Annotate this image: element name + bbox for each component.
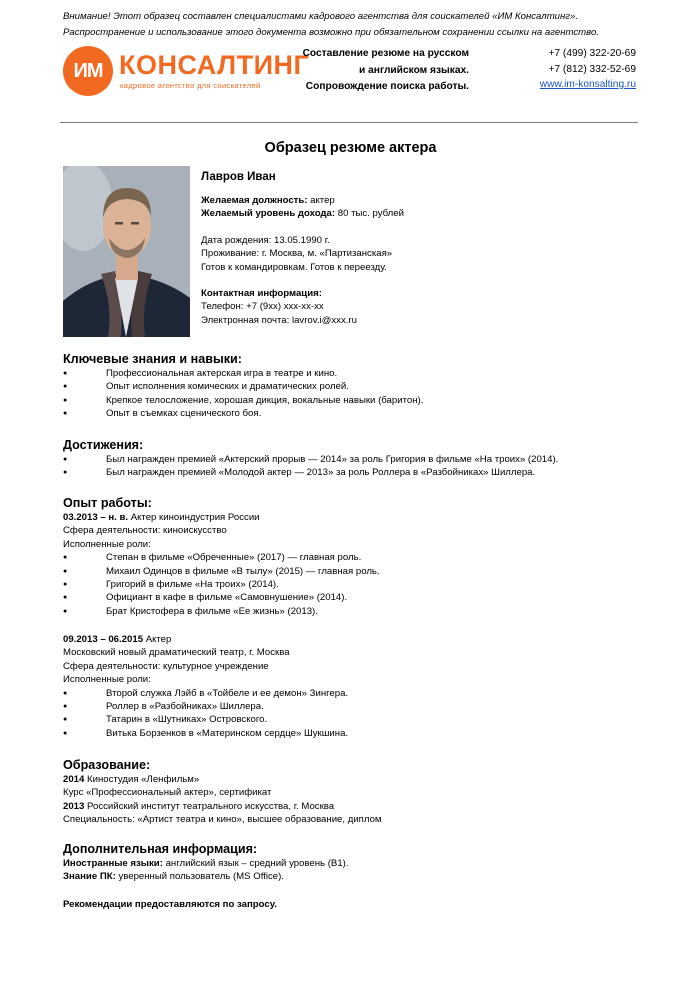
languages-value: английский язык – средний уровень (B1). — [162, 858, 349, 869]
education-entry — [63, 773, 663, 786]
skills-heading: Ключевые знания и навыки: — [63, 352, 242, 366]
services-line: Составление резюме на русском — [302, 48, 469, 59]
income-value: 80 тыс. рублей — [335, 208, 404, 220]
pc-skills-line — [63, 870, 663, 883]
list-item: ● Витька Борзенков в «Материнском сердце» Шукшина. — [63, 727, 663, 740]
job-entry — [63, 633, 663, 740]
job-role: Актер киноиндустрия России — [128, 512, 260, 523]
agency-logo — [63, 46, 310, 96]
list-item: ● Был награжден премией «Актерский прорыв — 2014» за роль Григория в фильме «На троих» (2014). — [63, 453, 683, 466]
job-detail: Московский новый драматический театр, г. Москва — [63, 647, 290, 659]
job-detail: Сфера деятельности: культурное учреждение — [63, 660, 269, 672]
list-item: ● Михаил Одинцов в фильме «В тылу» (2015) — главная роль. — [63, 565, 663, 578]
list-item: ● Крепкое телосложение, хорошая дикция, вокальные навыки (баритон). — [63, 394, 663, 407]
education-detail: Курс «Профессиональный актер», сертификат — [63, 787, 272, 799]
list-item: ● Степан в фильме «Обреченные» (2017) — главная роль. — [63, 551, 663, 564]
experience-heading: Опыт работы: — [63, 496, 152, 510]
education-list — [63, 773, 663, 827]
resume-title: Образец резюме актера — [264, 140, 437, 156]
services-line: Сопровождение поиска работы. — [305, 81, 469, 92]
list-item: ● Второй служка Лэйб в «Тойбеле и ее демон» Зингера. — [63, 687, 663, 700]
job-detail: Исполненные роли: — [63, 674, 151, 686]
logo-mark: ИМ — [73, 60, 103, 82]
services-line: и английском языках. — [359, 64, 469, 76]
birth-date: Дата рождения: 13.05.1990 г. — [201, 234, 330, 246]
job-period: 09.2013 – 06.2015 — [63, 634, 144, 645]
languages-line — [63, 857, 663, 870]
phone-moscow: +7 (499) 322-20-69 — [548, 48, 636, 59]
education-entry — [63, 800, 663, 813]
services-block — [292, 46, 469, 96]
list-item: ● Опыт в съемках сценического боя. — [63, 407, 663, 420]
position-label: Желаемая должность: — [201, 195, 308, 206]
position-value: актер — [307, 195, 335, 206]
education-year: 2014 — [63, 774, 85, 785]
income-label: Желаемый уровень дохода: — [201, 208, 336, 220]
contacts-block — [500, 46, 636, 93]
phone-line: Телефон: +7 (9хх) ххх-хх-хх — [201, 301, 324, 313]
achievements-heading: Достижения: — [63, 438, 144, 452]
additional-heading: Дополнительная информация: — [63, 842, 258, 856]
job-period: 03.2013 – н. в. — [63, 512, 129, 523]
list-item: ● Григорий в фильме «На троих» (2014). — [63, 578, 663, 591]
education-year: 2013 — [63, 800, 85, 812]
candidate-photo — [63, 166, 190, 337]
list-item: ● Роллер в «Разбойниках» Шиллера. — [63, 700, 663, 713]
job-detail: Сфера деятельности: киноискусство — [63, 525, 227, 537]
contact-label: Контактная информация: — [201, 288, 322, 300]
notice-line: Распространение и использование этого документа возможно при обязательном сохранении ссылки на агентство. — [63, 27, 599, 38]
logo-name: КОНСАЛТИНГ — [119, 50, 310, 80]
job-detail: Исполненные роли: — [63, 538, 151, 550]
job-entry — [63, 511, 663, 618]
additional-info — [63, 857, 663, 884]
job-title-line — [63, 511, 663, 524]
list-item: ● Опыт исполнения комических и драматических ролей. — [63, 380, 663, 393]
portrait-icon — [63, 166, 190, 337]
logo-circle-icon — [63, 46, 113, 96]
list-item: ● Был награжден премией «Молодой актер — 2013» за роль Роллера в «Разбойниках» Шиллера. — [63, 466, 683, 479]
education-institution: Российский институт театрального искусства, г. Москва — [84, 800, 335, 812]
list-item: ● Брат Кристофера в фильме «Ее жизнь» (2013). — [63, 605, 663, 618]
personal-info — [201, 170, 641, 327]
phone-spb: +7 (812) 332-52-69 — [548, 63, 636, 75]
languages-label: Иностранные языки: — [63, 858, 163, 869]
job-title-line — [63, 633, 663, 646]
skills-list — [63, 367, 663, 421]
education-detail: Специальность: «Артист театра и кино», высшее образование, диплом — [63, 814, 382, 826]
candidate-name: Лавров Иван — [201, 171, 276, 183]
desired-income — [201, 207, 641, 220]
agency-notice — [63, 9, 663, 41]
list-item: ● Официант в кафе в фильме «Самовнушение» (2014). — [63, 591, 663, 604]
logo-tagline: кадровое агентство для соискателей — [120, 81, 261, 90]
mobility: Готов к командировкам. Готов к переезду. — [201, 261, 387, 273]
education-heading: Образование: — [63, 758, 151, 772]
list-item: ● Профессиональная актерская игра в театре и кино. — [63, 367, 663, 380]
list-item: ● Татарин в «Шутниках» Островского. — [63, 713, 663, 726]
notice-line: Внимание! Этот образец составлен специалистами кадрового агентства для соискателей «ИМ Консалтинг». — [63, 11, 579, 22]
pc-skills-label: Знание ПК: — [63, 871, 116, 883]
website-link[interactable]: www.im-konsalting.ru — [539, 79, 636, 90]
desired-position — [201, 194, 641, 207]
recommendations-note: Рекомендации предоставляются по запросу. — [63, 899, 277, 910]
education-institution: Киностудия «Ленфильм» — [84, 774, 200, 785]
residence: Проживание: г. Москва, м. «Партизанская» — [201, 248, 393, 260]
header-divider — [60, 122, 638, 123]
email-line: Электронная почта: lavrov.i@xxx.ru — [201, 314, 357, 326]
achievements-list — [63, 453, 683, 480]
job-role: Актер — [143, 634, 172, 645]
pc-skills-value: уверенный пользователь (MS Office). — [115, 871, 284, 883]
